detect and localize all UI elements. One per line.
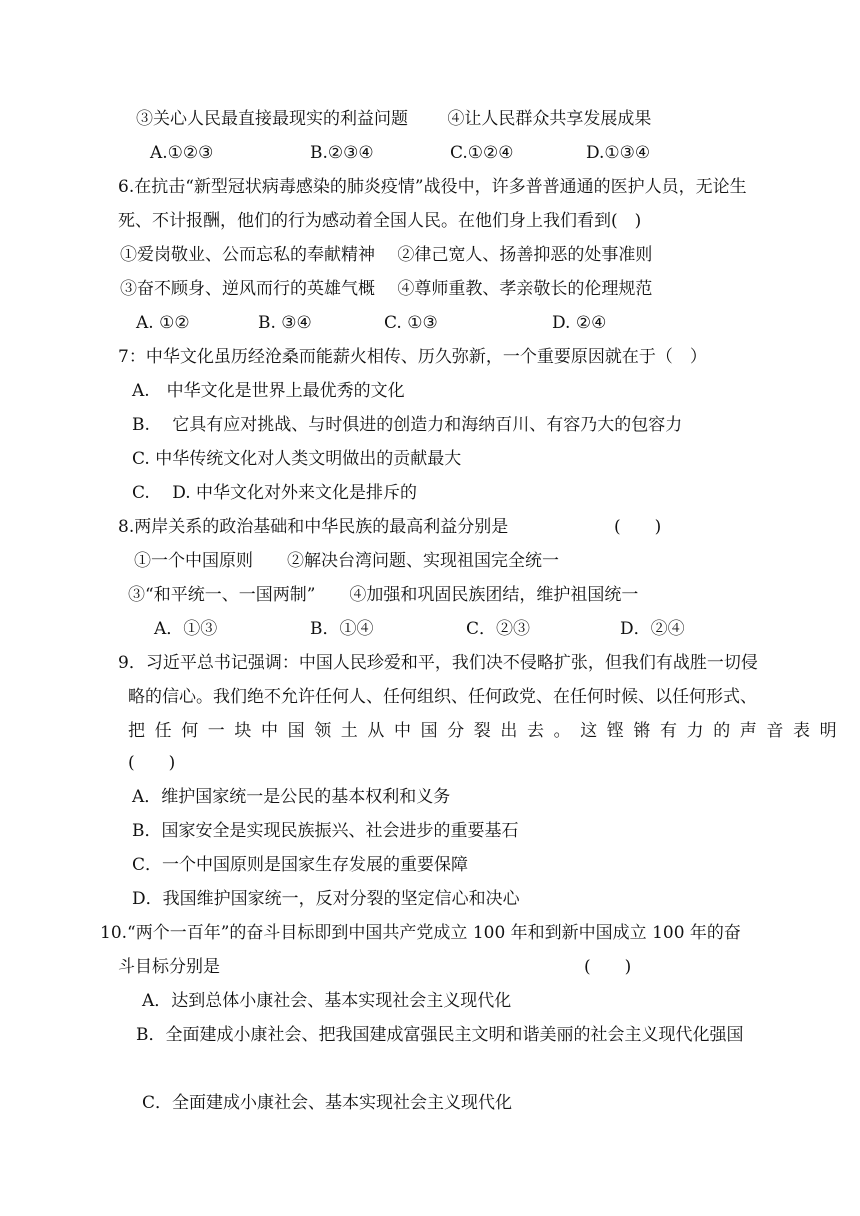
q9-stem-line3: 把任何一块中国领土从中国分裂出去。这铿锵有力的声音表明 bbox=[128, 721, 847, 741]
q9-option-a: A．维护国家统一是公民的基本权利和义务 bbox=[132, 787, 451, 807]
q6-option-c: C. ①③ bbox=[384, 313, 438, 333]
q7-option-d: C. D. 中华文化对外来文化是排斥的 bbox=[132, 483, 418, 503]
q10-option-c: C．全面建成小康社会、基本实现社会主义现代化 bbox=[142, 1093, 513, 1113]
q10-stem-line1: 10.“两个一百年”的奋斗目标即到中国共产党成立 100 年和到新中国成立 100 年的奋 bbox=[100, 923, 741, 943]
q8-items-line1: ①一个中国原则 ②解决台湾问题、实现祖国完全统一 bbox=[134, 551, 559, 571]
q9-option-b: B．国家安全是实现民族振兴、社会进步的重要基石 bbox=[132, 821, 519, 841]
q9-stem-line2: 略的信心。我们绝不允许任何人、任何组织、任何政党、在任何时候、以任何形式、 bbox=[128, 687, 757, 707]
q10-option-a: A．达到总体小康社会、基本实现社会主义现代化 bbox=[142, 991, 512, 1011]
q6-option-b: B. ③④ bbox=[258, 313, 312, 333]
q5-option-c: C.①②④ bbox=[450, 143, 514, 163]
q6-items-line2: ③奋不顾身、逆风而行的英雄气概 ④尊师重教、孝亲敬长的伦理规范 bbox=[120, 279, 653, 299]
q6-items-line1: ①爱岗敬业、公而忘私的奉献精神 ②律己宽人、扬善抑恶的处事准则 bbox=[120, 245, 653, 265]
q8-items-line2: ③“和平统一、一国两制” ④加强和巩固民族团结，维护祖国统一 bbox=[128, 585, 639, 605]
q5-option-b: B.②③④ bbox=[310, 143, 374, 163]
q8-answer-paren: ( ) bbox=[614, 517, 662, 537]
q7-option-c: C. 中华传统文化对人类文明做出的贡献最大 bbox=[132, 449, 462, 469]
q6-stem-line1: 6.在抗击“新型冠状病毒感染的肺炎疫情”战役中，许多普普通通的医护人员，无论生 bbox=[118, 177, 747, 197]
q5-items-line: ③关心人民最直接最现实的利益问题 ④让人民群众共享发展成果 bbox=[136, 109, 652, 129]
q5-option-a: A.①②③ bbox=[150, 143, 214, 163]
q8-stem: 8.两岸关系的政治基础和中华民族的最高利益分别是 bbox=[118, 517, 509, 537]
q7-option-a: A. 中华文化是世界上最优秀的文化 bbox=[132, 381, 405, 401]
q8-option-b: B．①④ bbox=[310, 619, 374, 639]
q8-option-a: A．①③ bbox=[154, 619, 218, 639]
q8-option-c: C．②③ bbox=[466, 619, 531, 639]
q5-option-d: D.①③④ bbox=[586, 143, 651, 163]
q6-stem-line2: 死、不计报酬，他们的行为感动着全国人民。在他们身上我们看到( ) bbox=[118, 211, 642, 231]
q6-option-d: D. ②④ bbox=[552, 313, 607, 333]
q7-option-b: B. 它具有应对挑战、与时俱进的创造力和海纳百川、有容乃大的包容力 bbox=[132, 415, 683, 435]
q10-option-b: B．全面建成小康社会、把我国建成富强民主文明和谐美丽的社会主义现代化强国 bbox=[136, 1025, 744, 1045]
q7-stem: 7：中华文化虽历经沧桑而能薪火相传、历久弥新，一个重要原因就在于（ ） bbox=[118, 347, 707, 367]
q9-option-d: D．我国维护国家统一，反对分裂的坚定信心和决心 bbox=[132, 889, 520, 909]
q9-stem-line1: 9．习近平总书记强调：中国人民珍爱和平，我们决不侵略扩张，但我们有战胜一切侵 bbox=[118, 653, 758, 673]
q9-option-c: C．一个中国原则是国家生存发展的重要保障 bbox=[132, 855, 469, 875]
q8-option-d: D．②④ bbox=[620, 619, 685, 639]
q10-stem-line2: 斗目标分别是 bbox=[118, 957, 220, 977]
q9-answer-paren: ( ) bbox=[128, 753, 176, 773]
q6-option-a: A. ①② bbox=[136, 313, 190, 333]
q10-answer-paren: ( ) bbox=[584, 957, 632, 977]
